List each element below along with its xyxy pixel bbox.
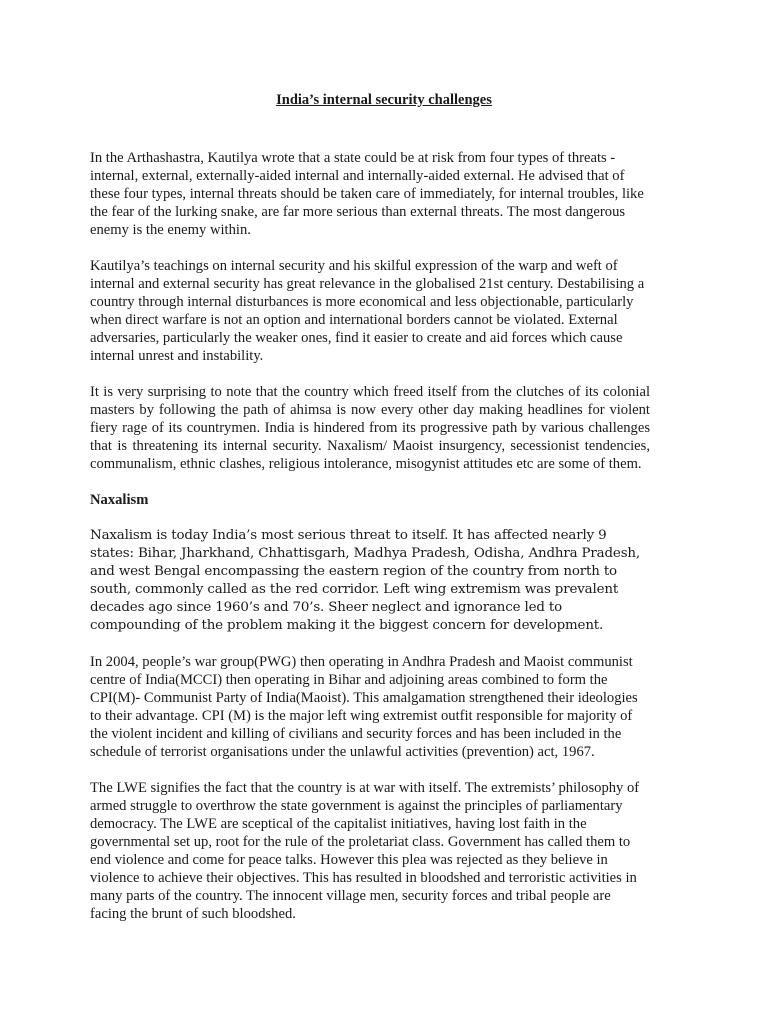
- naxalism-paragraph-2: In 2004, people’s war group(PWG) then operating in Andhra Pradesh and Maoist communist centre of India(MCCI) then operating in Bihar and adjoining areas combined to form the CPI(M)- Communist Party of India(Maoist). This amalgamation strengthened their ideologies to their advantage. CPI (M) is the major left wing extremist outfit responsible for majority of the violent incident and killing of civilians and security forces and has been included in the schedule of terrorist organisations under the unlawful activities (prevention) act, 1967.: [90, 654, 638, 760]
- naxalism-paragraph-1: Naxalism is today India’s most serious threat to itself. It has affected nearly 9 states: Bihar, Jharkhand, Chhattisgarh, Madhya Pradesh, Odisha, Andhra Pradesh, and west Bengal encompassing the eastern region of the country from north to south, commonly called as the red corridor. Left wing extremism was prevalent decades ago since 1960’s and 70’s. Sheer neglect and ignorance led to compounding of the problem making it the biggest concern for development.: [90, 528, 640, 633]
- intro-paragraph-3: It is very surprising to note that the country which freed itself from the clutches of its colonial masters by following the path of ahimsa is now every other day making headlines for violent fiery rage of its countrymen. India is hindered from its progressive path by various challenges that is threatening its internal security. Naxalism/ Maoist insurgency, secessionist tendencies, communalism, ethnic clashes, religious intolerance, misogynist attitudes etc are some of them.: [90, 384, 650, 472]
- intro-paragraph-2: Kautilya’s teachings on internal security and his skilful expression of the warp and weft of internal and external security has great relevance in the globalised 21st century. Destabilising a country through internal disturbances is more economical and less objectionable, particularly when direct warfare is not an option and international borders cannot be violated. External adversaries, particularly the weaker ones, find it easier to create and aid forces which cause internal unrest and instability.: [90, 258, 645, 364]
- section-heading-naxalism: Naxalism: [90, 492, 149, 508]
- document-title: India’s internal security challenges: [276, 92, 492, 108]
- naxalism-paragraph-3: The LWE signifies the fact that the country is at war with itself. The extremists’ philosophy of armed struggle to overthrow the state government is against the principles of parliamentary democracy. The LWE are sceptical of the capitalist initiatives, having lost faith in the governmental set up, root for the rule of the proletariat class. Government has called them to end violence and come for peace talks. However this plea was rejected as they believe in violence to achieve their objectives. This has resulted in bloodshed and terroristic activities in many parts of the country. The innocent village men, security forces and tribal people are facing the brunt of such bloodshed.: [90, 780, 640, 922]
- intro-paragraph-1: In the Arthashastra, Kautilya wrote that a state could be at risk from four types of threats - internal, external, externally-aided internal and internally-aided external. He advised that of these four types, internal threats should be taken care of immediately, for internal troubles, like the fear of the lurking snake, are far more serious than external threats. The most dangerous enemy is the enemy within.: [90, 150, 644, 238]
